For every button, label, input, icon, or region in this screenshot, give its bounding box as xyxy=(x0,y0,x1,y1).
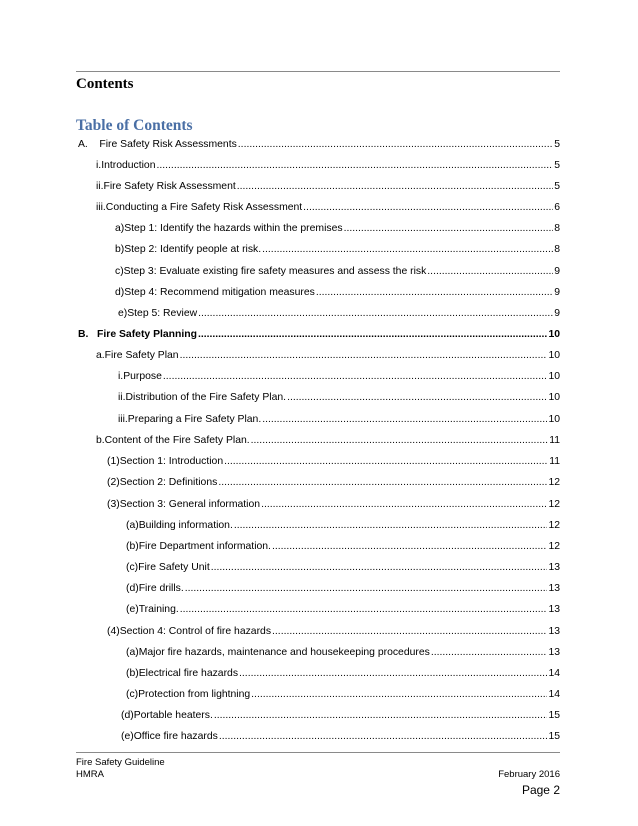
toc-entry-text: A. Fire Safety Risk Assessments xyxy=(78,139,237,150)
toc-page-number: 15 xyxy=(548,710,560,721)
footer-date: February 2016 xyxy=(498,769,560,780)
toc-page-number: 13 xyxy=(548,583,560,594)
toc-entry[interactable] xyxy=(126,518,560,532)
toc-leader xyxy=(261,499,547,511)
toc-entry[interactable] xyxy=(96,433,560,447)
toc-entry[interactable] xyxy=(126,602,560,616)
toc-entry-text: (1)Section 1: Introduction xyxy=(107,456,224,467)
toc-page-number: 8 xyxy=(554,223,560,234)
toc-page-number: 13 xyxy=(548,604,560,615)
toc-leader xyxy=(218,477,547,489)
toc-entry-text: (d)Fire drills. xyxy=(126,583,184,594)
toc-entry[interactable] xyxy=(118,412,560,426)
toc-leader xyxy=(234,520,548,532)
toc-leader xyxy=(251,689,547,701)
toc-entry[interactable] xyxy=(126,645,560,659)
toc-leader xyxy=(239,668,547,680)
toc-page-number: 5 xyxy=(554,139,560,150)
toc-leader xyxy=(262,244,553,256)
footer-organization: HMRA xyxy=(76,769,104,780)
toc-leader xyxy=(272,626,547,638)
toc-page-number: 14 xyxy=(548,689,560,700)
toc-page-number: 10 xyxy=(548,414,560,425)
toc-leader xyxy=(427,266,553,278)
toc-page-number: 10 xyxy=(548,392,560,403)
toc-page-number: 11 xyxy=(549,435,560,446)
toc-page-number: 8 xyxy=(554,244,560,255)
toc-page-number: 5 xyxy=(554,160,560,171)
toc-entry-text: i.Introduction xyxy=(96,160,156,171)
toc-entry[interactable] xyxy=(126,687,560,701)
toc-entry-text: (d)Portable heaters. xyxy=(121,710,213,721)
toc-page-number: 15 xyxy=(548,731,560,742)
toc-title: Table of Contents xyxy=(76,117,193,134)
toc-entry[interactable] xyxy=(118,306,560,320)
toc-entry-text: B. Fire Safety Planning xyxy=(78,329,197,340)
header-rule xyxy=(76,71,560,72)
toc-leader xyxy=(344,223,554,235)
toc-entry-text: ii.Distribution of the Fire Safety Plan. xyxy=(118,392,287,403)
toc-page-number: 10 xyxy=(548,371,560,382)
toc-leader xyxy=(287,392,547,404)
toc-leader xyxy=(431,647,548,659)
toc-entry[interactable] xyxy=(126,666,560,680)
toc-leader xyxy=(180,604,548,616)
toc-entry[interactable] xyxy=(107,475,560,489)
toc-entry-text: (e)Office fire hazards xyxy=(121,731,218,742)
toc-leader xyxy=(157,160,554,172)
toc-entry[interactable] xyxy=(115,242,560,256)
toc-page-number: 9 xyxy=(554,266,560,277)
toc-entry[interactable] xyxy=(96,200,560,214)
toc-page-number: 12 xyxy=(548,499,560,510)
toc-entry-text: d)Step 4: Recommend mitigation measures xyxy=(115,287,315,298)
toc-page-number: 12 xyxy=(548,541,560,552)
toc-page-number: 12 xyxy=(548,520,560,531)
toc-entry-text: a)Step 1: Identify the hazards within the premises xyxy=(115,223,343,234)
toc-entry-text: a.Fire Safety Plan xyxy=(96,350,179,361)
toc-page-number: 11 xyxy=(549,456,560,467)
toc-page-number: 10 xyxy=(548,329,560,340)
toc-leader xyxy=(180,350,548,362)
toc-leader xyxy=(198,329,547,341)
toc-entry[interactable] xyxy=(118,390,560,404)
toc-entry[interactable] xyxy=(96,179,560,193)
toc-entry-text: (a)Building information. xyxy=(126,520,233,531)
toc-page-number: 5 xyxy=(554,181,560,192)
footer-rule xyxy=(76,752,560,753)
toc-entry-text: (b)Electrical fire hazards xyxy=(126,668,239,679)
toc-entry-text: iii.Preparing a Fire Safety Plan. xyxy=(118,414,262,425)
toc-entry[interactable] xyxy=(107,497,560,511)
toc-entry-text: (e)Training. xyxy=(126,604,179,615)
toc-entry-text: (c)Fire Safety Unit xyxy=(126,562,210,573)
toc-leader xyxy=(303,202,553,214)
toc-page-number: 13 xyxy=(548,626,560,637)
toc-entry[interactable] xyxy=(126,581,560,595)
toc-entry[interactable] xyxy=(115,285,560,299)
toc-entry[interactable] xyxy=(96,348,560,362)
toc-entry[interactable] xyxy=(118,369,560,383)
toc-entry-text: iii.Conducting a Fire Safety Risk Assessment xyxy=(96,202,303,213)
page-number: Page 2 xyxy=(521,783,560,797)
toc-page-number: 9 xyxy=(554,287,560,298)
toc-entry[interactable] xyxy=(78,327,560,341)
toc-leader xyxy=(214,710,548,722)
toc-leader xyxy=(237,181,553,193)
contents-heading: Contents xyxy=(76,76,134,92)
toc-leader xyxy=(198,308,553,320)
toc-entry[interactable] xyxy=(126,560,560,574)
toc-entry-text: (3)Section 3: General information xyxy=(107,499,261,510)
toc-entry-text: b.Content of the Fire Safety Plan. xyxy=(96,435,250,446)
toc-entry[interactable] xyxy=(107,624,560,638)
toc-leader xyxy=(272,541,547,553)
toc-leader xyxy=(219,731,548,743)
toc-entry[interactable] xyxy=(126,539,560,553)
toc-entry-text: ii.Fire Safety Risk Assessment xyxy=(96,181,236,192)
toc-entry[interactable] xyxy=(121,729,560,743)
toc-entry[interactable] xyxy=(107,454,560,468)
toc-entry-text: (b)Fire Department information. xyxy=(126,541,271,552)
toc-entry[interactable] xyxy=(121,708,560,722)
footer-left xyxy=(76,757,165,781)
toc-leader xyxy=(316,287,553,299)
toc-entry-text: i.Purpose xyxy=(118,371,162,382)
toc-entry[interactable] xyxy=(96,158,560,172)
toc-entry-text: (c)Protection from lightning xyxy=(126,689,251,700)
toc-page-number: 10 xyxy=(548,350,560,361)
toc-entry-text: c)Step 3: Evaluate existing fire safety measures and assess the risk xyxy=(115,266,427,277)
toc-page-number: 13 xyxy=(548,562,560,573)
toc-entry-text: (2)Section 2: Definitions xyxy=(107,477,218,488)
toc-entry[interactable] xyxy=(115,221,560,235)
toc-leader xyxy=(211,562,548,574)
toc-leader xyxy=(185,583,548,595)
toc-leader xyxy=(262,414,547,426)
toc-leader xyxy=(251,435,549,447)
toc-leader xyxy=(163,371,548,383)
toc-page-number: 12 xyxy=(548,477,560,488)
toc-entry[interactable] xyxy=(78,137,560,151)
toc-entry-text: (a)Major fire hazards, maintenance and housekeeping procedures xyxy=(126,647,430,658)
toc-page-number: 13 xyxy=(548,647,560,658)
toc-leader xyxy=(238,139,553,151)
toc-entry[interactable] xyxy=(115,264,560,278)
toc-entry-text: (4)Section 4: Control of fire hazards xyxy=(107,626,272,637)
toc-leader xyxy=(224,456,548,468)
toc-page-number: 6 xyxy=(554,202,560,213)
footer-document-title: Fire Safety Guideline xyxy=(76,757,165,768)
toc-entry-text: b)Step 2: Identify people at risk. xyxy=(115,244,262,255)
toc-page-number: 14 xyxy=(548,668,560,679)
toc-entry-text: e)Step 5: Review xyxy=(118,308,198,319)
toc-page-number: 9 xyxy=(554,308,560,319)
